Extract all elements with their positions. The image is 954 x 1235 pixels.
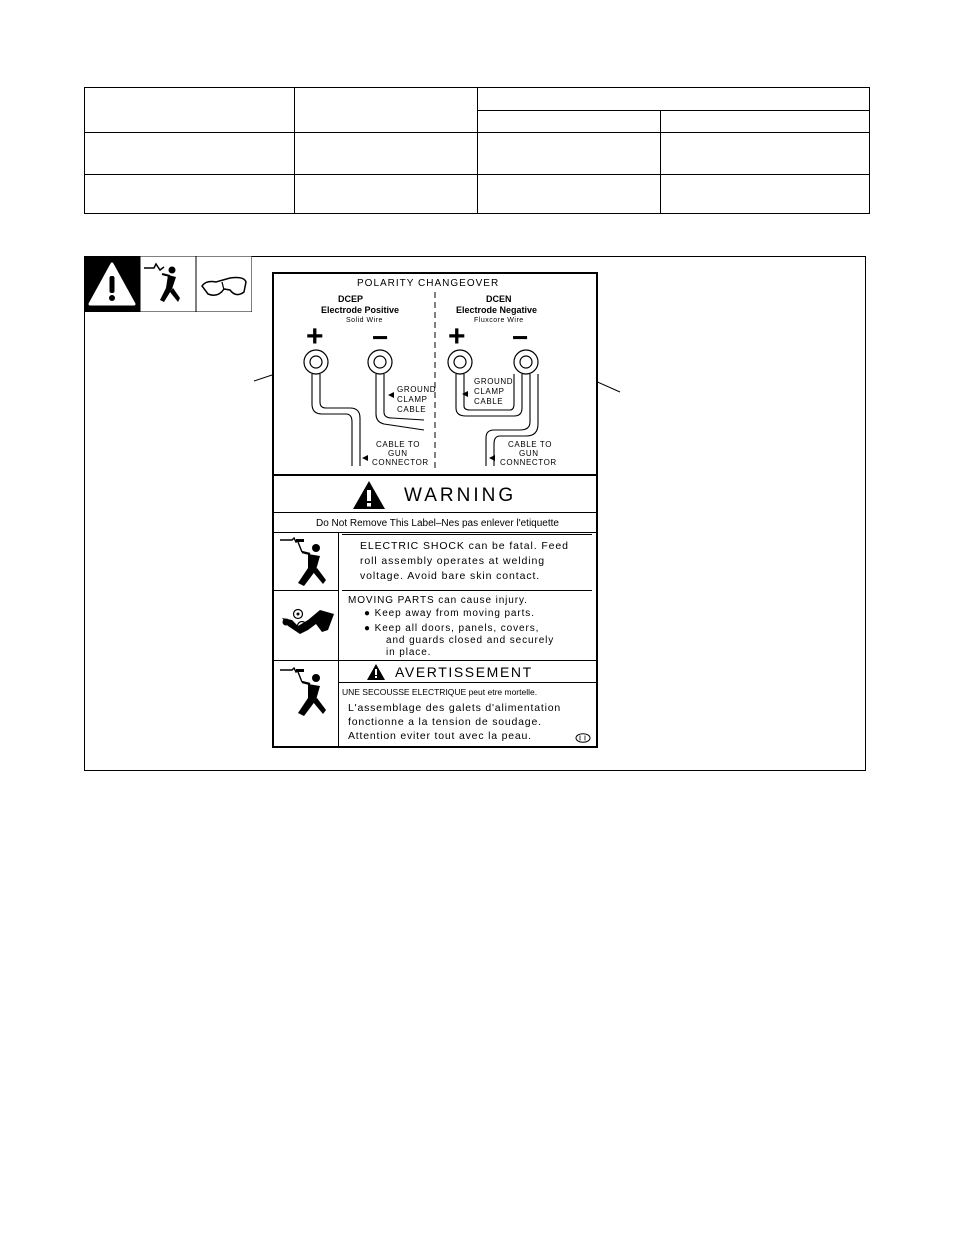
dcep-code: DCEP: [338, 294, 364, 304]
left-cable-line2: GUN: [388, 449, 408, 458]
shock-line1: ELECTRIC SHOCK can be fatal. Feed: [360, 540, 569, 552]
divider: [274, 532, 596, 533]
french-line3: fonctionne a la tension de soudage.: [348, 716, 542, 728]
divider: [274, 660, 596, 661]
dcep-minus-terminal: −: [372, 322, 389, 353]
moving-cont-1: and guards closed and securely: [386, 635, 555, 646]
shock-line2: roll assembly operates at welding: [360, 555, 545, 567]
shock-line3: voltage. Avoid bare skin contact.: [360, 570, 541, 582]
right-ground-line1: GROUND: [474, 377, 514, 386]
table-col-divider: [660, 110, 661, 213]
left-ground-line3: CABLE: [397, 405, 427, 414]
divider: [338, 532, 339, 746]
dcen-code: DCEN: [486, 294, 512, 304]
safety-icons: [84, 256, 252, 312]
right-cable-line2: GUN: [519, 449, 539, 458]
table-subheader-line: [477, 110, 869, 111]
right-cable-line1: CABLE TO: [508, 440, 553, 449]
moving-bullet-1-text: Keep away from moving parts.: [374, 608, 535, 619]
warning-triangle-icon: [352, 480, 386, 510]
dcep-name: Electrode Positive: [321, 305, 400, 315]
electric-shock-icon: [278, 536, 336, 588]
left-cable-line3: CONNECTOR: [372, 458, 429, 467]
left-ground-line2: CLAMP: [397, 395, 428, 404]
left-cable-line1: CABLE TO: [376, 440, 421, 449]
table-row-line: [85, 174, 869, 175]
divider: [274, 590, 338, 591]
moving-parts-icon: [278, 596, 336, 654]
right-ground-line3: CABLE: [474, 397, 504, 406]
moving-bullet-2-text: Keep all doors, panels, covers,: [374, 623, 540, 634]
moving-bullet-1: ● Keep away from moving parts.: [364, 608, 535, 619]
moving-cont-2: in place.: [386, 647, 432, 658]
divider: [342, 534, 592, 535]
right-cable-line3: CONNECTOR: [500, 458, 557, 467]
divider: [342, 590, 592, 591]
spec-table: [84, 87, 870, 214]
avertissement-title: AVERTISSEMENT: [395, 664, 533, 680]
dcen-minus-terminal: −: [512, 322, 529, 353]
table-col-divider: [294, 88, 295, 213]
french-line4: Attention eviter tout avec la peau.: [348, 730, 532, 742]
french-line1: UNE SECOUSSE ELECTRIQUE peut etre mortelle.: [342, 687, 538, 697]
divider: [274, 512, 596, 513]
do-not-remove-text: Do Not Remove This Label–Nes pas enlever l'etiquette: [316, 518, 559, 529]
electric-shock-icon: [278, 666, 336, 718]
avertissement-bar: [339, 662, 596, 683]
table-row-line: [85, 132, 869, 133]
right-ground-line2: CLAMP: [474, 387, 505, 396]
dcen-name: Electrode Negative: [456, 305, 538, 315]
warning-triangle-icon: [367, 664, 385, 680]
moving-bullet-2: ● Keep all doors, panels, covers,: [364, 623, 540, 634]
warning-title: WARNING: [404, 485, 517, 506]
label-header: POLARITY CHANGEOVER: [357, 278, 500, 289]
label-mark-icon: [575, 733, 591, 743]
warning-bar: [274, 476, 596, 512]
left-ground-line1: GROUND: [397, 385, 437, 394]
moving-parts-title: MOVING PARTS can cause injury.: [348, 595, 528, 606]
french-line2: L'assemblage des galets d'alimentation: [348, 702, 562, 714]
table-col-divider: [477, 88, 478, 213]
dcen-wire: Fluxcore Wire: [474, 317, 524, 324]
dcep-wire: Solid Wire: [346, 317, 383, 324]
dcen-plus-terminal: +: [448, 320, 466, 353]
polarity-label: [272, 272, 598, 748]
dcep-plus-terminal: +: [306, 320, 324, 353]
